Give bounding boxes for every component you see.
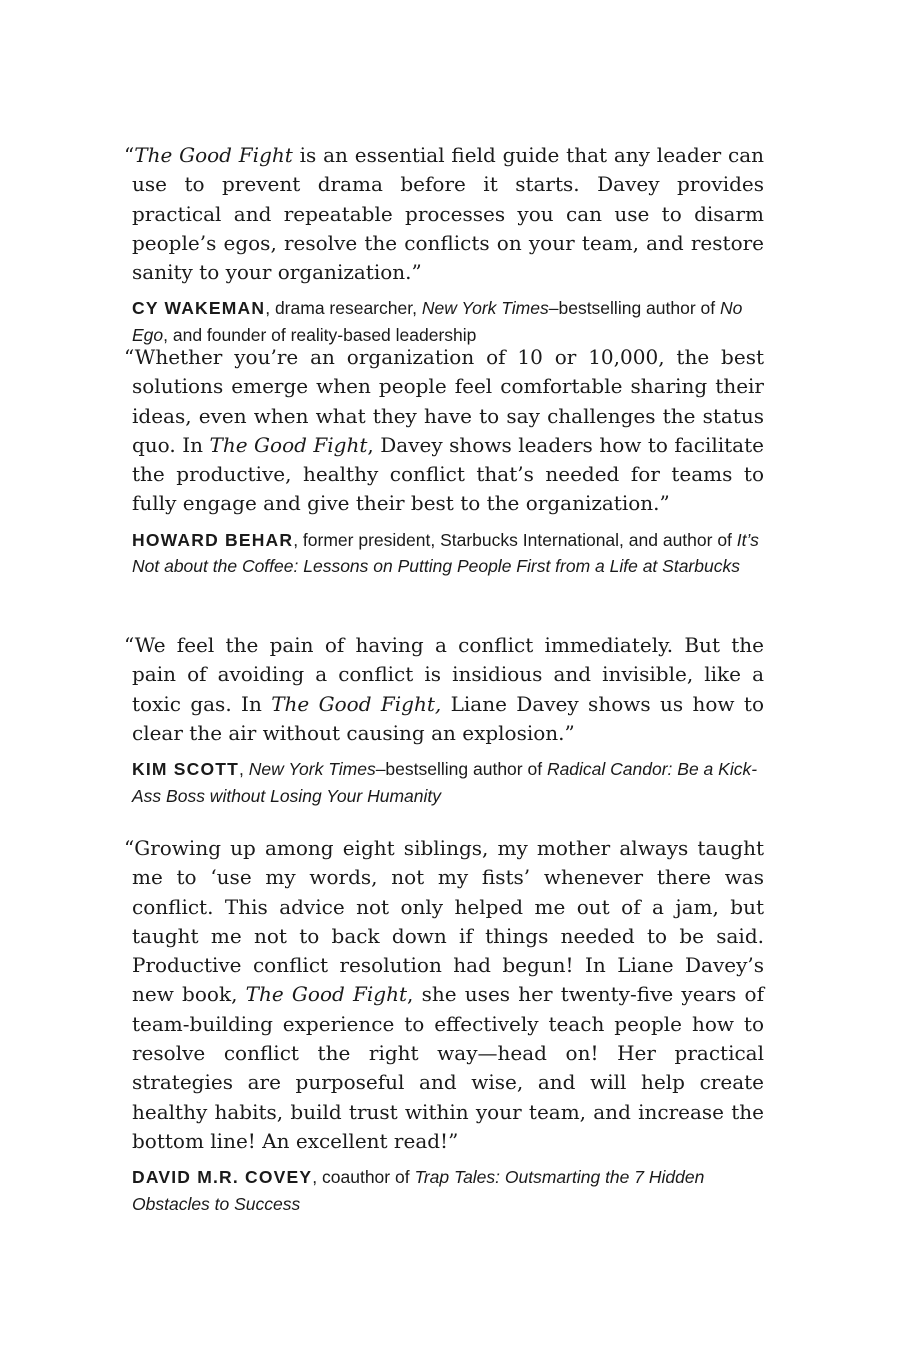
endorsement-attribution xyxy=(132,527,764,580)
italic-title-run: The Good Fight, xyxy=(271,691,442,716)
text-run: “ xyxy=(124,143,135,167)
text-run: , Davey shows leaders how to facilitate the productive, healthy conflict that’s needed for teams to fully engage and give their best to the organization.” xyxy=(132,432,764,516)
endorser-name: CY WAKEMAN xyxy=(132,298,266,319)
italic-title-run: No Ego xyxy=(132,298,743,345)
text-run: , and founder of reality-based leadership xyxy=(163,324,477,345)
endorsement xyxy=(124,343,764,580)
italic-title-run: Trap Tales: Outsmarting the 7 Hidden Obstacles to Success xyxy=(132,1167,705,1214)
text-run: –bestselling author of xyxy=(548,298,720,319)
endorser-name: HOWARD BEHAR xyxy=(132,529,294,550)
italic-title-run: The Good Fight xyxy=(134,143,293,167)
text-run: , she uses her twenty-five years of team-building experience to effectively teach people how to resolve conflict the right way—head on! Her practical strategies are purposeful and wise, and will help create healthy habits, build trust within your team, and increase the bottom line! An excellent read!” xyxy=(132,982,764,1153)
endorsement-quote xyxy=(124,141,764,287)
endorsement-quote xyxy=(124,343,764,519)
endorsement xyxy=(124,631,764,809)
italic-title-run: The Good Fight xyxy=(209,432,368,457)
endorsement-attribution xyxy=(132,295,764,348)
text-run: is an essential field guide that any leader can use to prevent drama before it starts. Davey provides practical and repeatable processes you can use to disarm people’s egos, resolve the conflicts on your team, and restore sanity to your organization.” xyxy=(132,143,764,285)
italic-title-run: New York Times xyxy=(421,298,549,319)
text-run: , drama researcher, xyxy=(265,298,422,319)
endorsement-quote xyxy=(124,631,764,748)
text-run: –bestselling author of xyxy=(375,759,547,780)
endorsement-attribution xyxy=(132,1164,764,1217)
endorser-name: KIM SCOTT xyxy=(132,759,240,780)
text-run: “Growing up among eight siblings, my mother always taught me to ‘use my words, not my fists’ whenever there was conflict. This advice not only helped me out of a jam, but taught me not to back down if things needed to be said. Productive conflict resolution had begun! In Liane Davey’s new book, xyxy=(124,836,764,1007)
endorsement xyxy=(124,141,764,348)
text-run: “Whether you’re an organization of 10 or 10,000, the best solutions emerge when people feel comfortable sharing their ideas, even when what they have to say challenges the status quo. In xyxy=(124,345,764,457)
text-run: , xyxy=(239,759,249,780)
endorser-name: DAVID M.R. COVEY xyxy=(132,1167,313,1188)
endorsement-attribution xyxy=(132,756,764,809)
text-run: , coauthor of xyxy=(312,1167,415,1188)
italic-title-run: New York Times xyxy=(248,759,376,780)
italic-title-run: Radical Candor: Be a Kick-Ass Boss without Losing Your Humanity xyxy=(132,759,758,806)
text-run: “We feel the pain of having a conflict immediately. But the pain of avoiding a conflict is insidious and invisible, like a toxic gas. In xyxy=(124,633,764,716)
endorsement-quote xyxy=(124,834,764,1156)
text-run: , former president, Starbucks International, and author of xyxy=(293,529,737,550)
italic-title-run: The Good Fight xyxy=(245,982,408,1007)
italic-title-run: It’s Not about the Coffee: Lessons on Putting People First from a Life at Starbucks xyxy=(132,529,759,577)
endorsement xyxy=(124,834,764,1217)
text-run: Liane Davey shows us how to clear the air without causing an explosion.” xyxy=(132,691,764,745)
